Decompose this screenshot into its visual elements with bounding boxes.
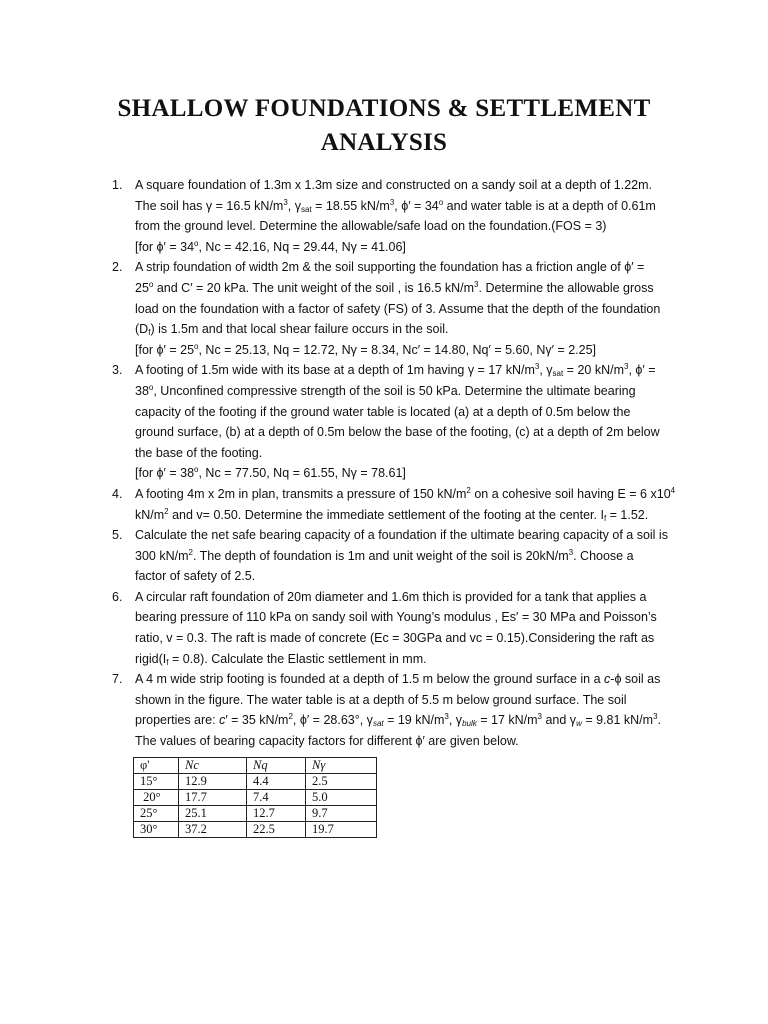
question-number: 4. (112, 486, 123, 501)
page-title (60, 92, 708, 160)
question-text-line: 38$^o$, Unconfined compressive strength of the soil is 50 kPa. Determine the ultimate bearing (135, 382, 636, 398)
table-row (134, 774, 377, 790)
question-number: 3. (112, 363, 123, 378)
question-item (112, 587, 684, 669)
question-item (112, 484, 684, 525)
table-cell: 2.5 (306, 774, 377, 790)
question-text-line: A 4 m wide strip footing is founded at a depth of 1.5 m below the ground surface in a c-ϕ soil as (135, 672, 661, 687)
question-item (112, 257, 684, 360)
table-row (134, 806, 377, 822)
question-text-line: A footing of 1.5m wide with its base at a depth of 1m having γ = 17 $kN/m^3$, $\gamma_{sat} = 20$ $kN/m^3$, ϕ′ = (135, 362, 656, 379)
table-header-phi: φ' (134, 758, 179, 774)
table-cell: 17.7 (179, 790, 247, 806)
question-item (112, 669, 684, 751)
table-cell: 25° (134, 806, 179, 822)
question-text-line: A strip foundation of width 2m & the soil supporting the foundation has a friction angle of ϕ′ = (135, 260, 645, 275)
table-header-nq: Nq (247, 758, 306, 774)
table-cell: 12.7 (247, 806, 306, 822)
question-text-line: A circular raft foundation of 20m diameter and 1.6m thich is provided for a tank that applies a (135, 589, 647, 604)
table-cell: 5.0 (306, 790, 377, 806)
question-text-line: 300 $kN/m^2$. The depth of foundation is 1m and unit weight of the soil is $20kN/m^3$. Choose a (135, 547, 634, 563)
question-text-line: [for $\phi' = 38^o$, Nc = 77.50, Nq = 61.55, Nγ = 78.61] (135, 465, 406, 481)
question-text-line: load on the foundation with a factor of safety (FS) of 3. Assume that the depth of the foundation (135, 301, 661, 316)
question-text-line: A footing 4m x 2m in plan, transmits a pressure of 150 $kN/m^2$ on a cohesive soil having E = 6 $x10^4$ (135, 485, 676, 501)
table-cell: 30° (134, 822, 179, 838)
table-cell: 15° (134, 774, 179, 790)
question-text-line: $kN/m^2$ and v= 0.50. Determine the immediate settlement of the footing at the center. $I_f = 1.52$. (135, 506, 649, 523)
table-cell: 9.7 (306, 806, 377, 822)
question-item (112, 175, 684, 257)
question-text-line: factor of safety of 2.5. (135, 569, 256, 584)
question-number: 6. (112, 589, 123, 604)
table-header-ngamma: Nγ (306, 758, 377, 774)
question-text-line: ratio, v = 0.3. The raft is made of concrete (Ec = 30GPa and vc = 0.15).Considering the raft as (135, 631, 655, 646)
table-row (134, 822, 377, 838)
question-text-line: [for $\phi' = 25^o$, Nc = 25.13, Nq = 12.72, Nγ = 8.34, Nc′ = 14.80, Nq′ = 5.60, Nγ′ = 2.25] (135, 341, 597, 357)
bearing-capacity-factor-table (133, 757, 377, 838)
table-cell: 12.9 (179, 774, 247, 790)
table-cell: 22.5 (247, 822, 306, 838)
question-text-line: 25$^o$ and C′ = 20 kPa. The unit weight of the soil , is 16.5 $kN/m^3$. Determine the allowable gross (135, 279, 654, 295)
question-text-line: The values of bearing capacity factors for different ϕ′ are given below. (135, 734, 519, 749)
table-cell: 37.2 (179, 822, 247, 838)
question-item (112, 360, 684, 484)
table-cell: 25.1 (179, 806, 247, 822)
question-text-line: shown in the figure. The water table is at a depth of 5.5 m below ground surface. The soil (135, 692, 627, 707)
question-number: 1. (112, 178, 123, 192)
table-header-row (134, 758, 377, 774)
table-cell: 7.4 (247, 790, 306, 806)
question-number: 2. (112, 260, 123, 275)
question-text-line: ground surface, (b) at a depth of 0.5m below the base of the footing, (c) at a depth of 2m below (135, 425, 660, 440)
question-list (112, 175, 684, 752)
question-item (112, 525, 684, 587)
question-text-line: [for $\phi' = 34^o$, Nc = 42.16, Nq = 29.44, Nγ = 41.06] (135, 238, 406, 254)
table-cell: 19.7 (306, 822, 377, 838)
table-row (134, 790, 377, 806)
question-number: 7. (112, 672, 123, 687)
table-cell: 4.4 (247, 774, 306, 790)
question-text-line: bearing pressure of 110 kPa on sandy soil with Young’s modulus , Es′ = 30 MPa and Poisson’s (135, 610, 657, 625)
title-line-2: ANALYSIS (320, 129, 448, 156)
question-text-line: The soil has γ = 16.5 $kN/m^3$, $\gamma_{sat} = 18.55$ $kN/m^3$, $\phi' = 34^o$ and water table is at a depth of 0.61m (135, 197, 656, 214)
question-text-line: from the ground level. Determine the allowable/safe load on the foundation.(FOS = 3) (135, 219, 607, 234)
table-header-nc: Nc (179, 758, 247, 774)
question-text-line: $rigid(I_f = 0.8)$. Calculate the Elastic settlement in mm. (135, 651, 427, 667)
question-text-line: Calculate the net safe bearing capacity of a foundation if the ultimate bearing capacity of a soil is (135, 528, 668, 543)
title-line-1: SHALLOW FOUNDATIONS & SETTLEMENT (117, 95, 651, 122)
question-text-line: $(D_f)$ is 1.5m and that local shear failure occurs in the soil. (135, 322, 449, 338)
question-number: 5. (112, 528, 123, 543)
question-text-line: the base of the footing. (135, 445, 263, 460)
question-text-line: A square foundation of 1.3m x 1.3m size and constructed on a sandy soil at a depth of 1.22m. (135, 178, 652, 192)
question-text-line: properties are: c′ = 35 $kN/m^2$, ϕ′ = 28.63°, $\gamma_{sat} = 19$ $kN/m^3$, $\gamma_{bulk} = 17$ $kN/m^3$ and $\gamma_w = 9.81$ $kN/m^3$. (135, 712, 661, 729)
table-cell: 20° (134, 790, 179, 806)
question-text-line: capacity of the footing if the ground water table is located (a) at a depth of 0.5m below the (135, 404, 631, 419)
